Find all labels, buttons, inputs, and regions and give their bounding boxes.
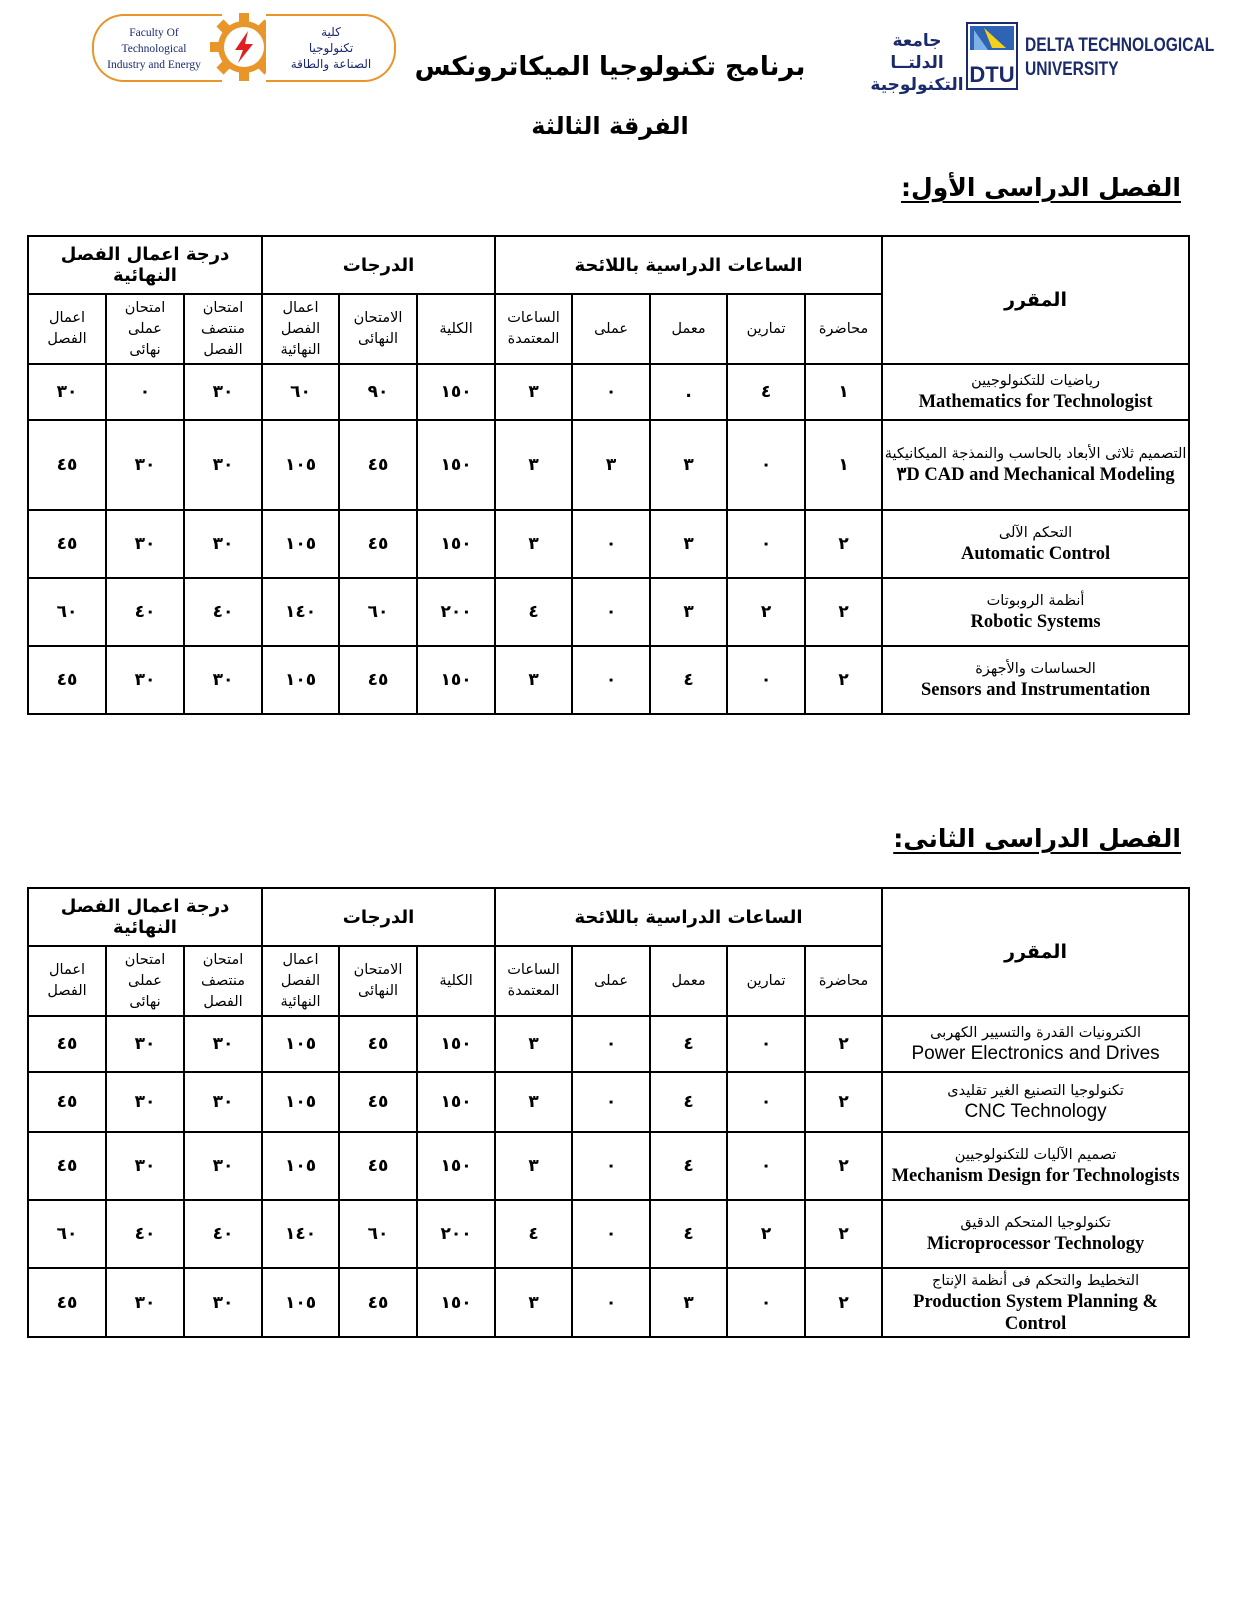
lecture-cell: ٢ <box>805 1200 882 1268</box>
course-name-cell <box>882 578 1189 646</box>
course-name-arabic: تكنولوجيا التصنيع الغير تقليدى <box>947 1083 1124 1099</box>
university-logo <box>869 22 1215 95</box>
midterm-cell: ٣٠ <box>184 646 262 714</box>
hours-group-header: الساعات الدراسية باللائحة <box>495 236 882 294</box>
lecture-cell: ٢ <box>805 1132 882 1200</box>
faculty-logo-en-line: Faculty Of <box>129 27 179 39</box>
total-cell: ١٥٠ <box>417 646 495 714</box>
course-name-cell <box>882 1132 1189 1200</box>
course-name-english: Production System Planning & Control <box>913 1291 1158 1334</box>
total-header: الكلية <box>417 946 495 1016</box>
practical-final-cell: ٣٠ <box>106 1016 184 1072</box>
course-name-english: Robotic Systems <box>970 612 1101 632</box>
lecture-cell: ٢ <box>805 578 882 646</box>
coursework-cell: ٦٠ <box>28 1200 106 1268</box>
coursework-cell: ٦٠ <box>28 578 106 646</box>
exercises-cell: ٠ <box>727 420 805 510</box>
grades-group-header: الدرجات <box>262 888 495 946</box>
final-exam-cell: ٦٠ <box>339 1200 417 1268</box>
course-name-cell <box>882 420 1189 510</box>
lab-cell: . <box>650 364 727 420</box>
midterm-cell: ٤٠ <box>184 1200 262 1268</box>
practical-final-cell: ٣٠ <box>106 1268 184 1337</box>
course-column-header: المقرر <box>882 888 1189 1016</box>
coursework-cell: ٤٥ <box>28 646 106 714</box>
practical-cell: ٠ <box>572 646 650 714</box>
table-row <box>28 1072 1189 1132</box>
practical-final-cell: ٣٠ <box>106 510 184 578</box>
midterm-cell: ٣٠ <box>184 1016 262 1072</box>
final-coursework-cell: ١٠٥ <box>262 1268 339 1337</box>
coursework-group-header: درجة اعمال الفصل النهائية <box>28 236 262 294</box>
semester-1-title: الفصل الدراسى الأول: <box>901 173 1181 202</box>
final-coursework-cell: ١٠٥ <box>262 1016 339 1072</box>
coursework-cell: ٤٥ <box>28 1132 106 1200</box>
practical-header: عملى <box>572 294 650 364</box>
course-name-arabic: الكترونيات القدرة والتسيير الكهربى <box>930 1025 1142 1041</box>
course-name-arabic: الحساسات والأجهزة <box>975 661 1096 677</box>
table-row <box>28 1268 1189 1337</box>
lab-header: معمل <box>650 946 727 1016</box>
coursework-group-header: درجة اعمال الفصل النهائية <box>28 888 262 946</box>
university-logo-ar-line: جامعة الدلتــا <box>890 31 944 73</box>
grades-group-header: الدرجات <box>262 236 495 294</box>
final-coursework-cell: ١٠٥ <box>262 420 339 510</box>
lab-cell: ٣ <box>650 420 727 510</box>
course-name-arabic: أنظمة الروبوتات <box>986 593 1085 609</box>
table-row <box>28 364 1189 420</box>
practical-header: عملى <box>572 946 650 1016</box>
faculty-logo-english-panel <box>92 14 222 82</box>
table-row <box>28 1200 1189 1268</box>
table-row <box>28 646 1189 714</box>
credit-hours-cell: ٣ <box>495 1268 572 1337</box>
faculty-logo-ar-line: الصناعة والطاقة <box>290 57 372 71</box>
lecture-cell: ٢ <box>805 646 882 714</box>
practical-cell: ٠ <box>572 364 650 420</box>
total-cell: ١٥٠ <box>417 1072 495 1132</box>
course-name-english: ٣D CAD and Mechanical Modeling <box>896 465 1175 485</box>
lab-header: معمل <box>650 294 727 364</box>
total-cell: ١٥٠ <box>417 1268 495 1337</box>
coursework-cell: ٤٥ <box>28 1268 106 1337</box>
midterm-header: امتحان منتصف الفصل <box>184 946 262 1016</box>
semester-1-table <box>27 235 1190 715</box>
course-name-cell <box>882 364 1189 420</box>
total-cell: ١٥٠ <box>417 364 495 420</box>
credit-hours-cell: ٣ <box>495 646 572 714</box>
final-exam-cell: ٦٠ <box>339 578 417 646</box>
midterm-cell: ٤٠ <box>184 578 262 646</box>
lab-cell: ٤ <box>650 1200 727 1268</box>
table-row <box>28 1132 1189 1200</box>
faculty-logo <box>92 12 396 82</box>
final-coursework-cell: ١٤٠ <box>262 1200 339 1268</box>
total-cell: ١٥٠ <box>417 420 495 510</box>
practical-final-header: امتحان عملى نهائى <box>106 294 184 364</box>
final-coursework-header: اعمال الفصل النهائية <box>262 946 339 1016</box>
final-exam-header: الامتحان النهائى <box>339 294 417 364</box>
credit-hours-cell: ٣ <box>495 510 572 578</box>
credit-hours-cell: ٣ <box>495 1016 572 1072</box>
year-title: الفرقة الثالثة <box>531 112 689 140</box>
lecture-cell: ٢ <box>805 510 882 578</box>
practical-final-cell: ٤٠ <box>106 1200 184 1268</box>
semester-2-title: الفصل الدراسى الثانى: <box>893 824 1181 853</box>
final-exam-cell: ٤٥ <box>339 1132 417 1200</box>
credit-hours-cell: ٣ <box>495 364 572 420</box>
course-name-arabic: رياضيات للتكنولوجيين <box>971 373 1101 389</box>
table-row <box>28 1016 1189 1072</box>
course-name-english: CNC Technology <box>964 1101 1107 1122</box>
course-name-arabic: التخطيط والتحكم فى أنظمة الإنتاج <box>932 1272 1140 1289</box>
final-exam-cell: ٩٠ <box>339 364 417 420</box>
dtu-emblem-icon <box>966 22 1018 90</box>
exercises-header: تمارين <box>727 294 805 364</box>
coursework-header: اعمال الفصل <box>28 294 106 364</box>
midterm-header: امتحان منتصف الفصل <box>184 294 262 364</box>
lab-cell: ٤ <box>650 1016 727 1072</box>
final-exam-cell: ٤٥ <box>339 646 417 714</box>
total-header: الكلية <box>417 294 495 364</box>
practical-final-cell: ٣٠ <box>106 420 184 510</box>
exercises-cell: ٠ <box>727 1268 805 1337</box>
course-name-arabic: تصميم الآليات للتكنولوجيين <box>954 1147 1117 1163</box>
final-coursework-cell: ١٠٥ <box>262 1132 339 1200</box>
program-title: برنامج تكنولوجيا الميكاترونكس <box>414 52 806 82</box>
university-logo-ar-line: التكنولوجية <box>870 75 964 95</box>
lab-cell: ٤ <box>650 1132 727 1200</box>
midterm-cell: ٣٠ <box>184 1072 262 1132</box>
credit-hours-cell: ٤ <box>495 1200 572 1268</box>
course-name-arabic: التحكم الآلى <box>998 525 1073 541</box>
lab-cell: ٣ <box>650 510 727 578</box>
midterm-cell: ٣٠ <box>184 1268 262 1337</box>
semester-2-table <box>27 887 1190 1338</box>
final-exam-cell: ٤٥ <box>339 420 417 510</box>
table-row <box>28 420 1189 510</box>
coursework-cell: ٤٥ <box>28 420 106 510</box>
practical-cell: ٠ <box>572 1200 650 1268</box>
course-name-english: Power Electronics and Drives <box>911 1043 1160 1064</box>
practical-final-cell: ٣٠ <box>106 1072 184 1132</box>
course-name-english: Mathematics for Technologist <box>918 392 1153 412</box>
final-coursework-cell: ١٤٠ <box>262 578 339 646</box>
final-exam-cell: ٤٥ <box>339 1072 417 1132</box>
lecture-cell: ٢ <box>805 1016 882 1072</box>
final-exam-cell: ٤٥ <box>339 510 417 578</box>
faculty-logo-en-line: Industry and Energy <box>107 59 201 71</box>
exercises-cell: ٠ <box>727 1132 805 1200</box>
lecture-cell: ١ <box>805 420 882 510</box>
coursework-cell: ٣٠ <box>28 364 106 420</box>
exercises-cell: ٠ <box>727 1072 805 1132</box>
final-exam-cell: ٤٥ <box>339 1016 417 1072</box>
total-cell: ١٥٠ <box>417 1132 495 1200</box>
practical-final-cell: ٣٠ <box>106 1132 184 1200</box>
practical-cell: ٠ <box>572 1132 650 1200</box>
credit-hours-header: الساعات المعتمدة <box>495 294 572 364</box>
total-cell: ٢٠٠ <box>417 578 495 646</box>
lecture-cell: ١ <box>805 364 882 420</box>
practical-final-header: امتحان عملى نهائى <box>106 946 184 1016</box>
practical-final-cell: ٤٠ <box>106 578 184 646</box>
total-cell: ١٥٠ <box>417 510 495 578</box>
course-name-english: Sensors and Instrumentation <box>920 680 1151 700</box>
hours-group-header: الساعات الدراسية باللائحة <box>495 888 882 946</box>
credit-hours-cell: ٤ <box>495 578 572 646</box>
course-name-english: Mechanism Design for Technologists <box>891 1166 1180 1186</box>
final-exam-cell: ٤٥ <box>339 1268 417 1337</box>
midterm-cell: ٣٠ <box>184 510 262 578</box>
course-name-english: Automatic Control <box>960 544 1111 564</box>
coursework-cell: ٤٥ <box>28 510 106 578</box>
faculty-logo-ar-line: كلية <box>321 25 341 39</box>
course-name-cell <box>882 1268 1189 1337</box>
course-name-cell <box>882 1072 1189 1132</box>
coursework-cell: ٤٥ <box>28 1016 106 1072</box>
table-row <box>28 578 1189 646</box>
lecture-cell: ٢ <box>805 1268 882 1337</box>
course-name-cell <box>882 646 1189 714</box>
course-name-cell <box>882 1200 1189 1268</box>
course-name-cell <box>882 1016 1189 1072</box>
total-cell: ١٥٠ <box>417 1016 495 1072</box>
lab-cell: ٣ <box>650 1268 727 1337</box>
credit-hours-cell: ٣ <box>495 1072 572 1132</box>
exercises-cell: ٤ <box>727 364 805 420</box>
lecture-header: محاضرة <box>805 294 882 364</box>
coursework-cell: ٤٥ <box>28 1072 106 1132</box>
credit-hours-cell: ٣ <box>495 1132 572 1200</box>
table-row <box>28 510 1189 578</box>
final-coursework-header: اعمال الفصل النهائية <box>262 294 339 364</box>
lecture-cell: ٢ <box>805 1072 882 1132</box>
practical-cell: ٠ <box>572 578 650 646</box>
exercises-cell: ٠ <box>727 510 805 578</box>
final-coursework-cell: ١٠٥ <box>262 1072 339 1132</box>
practical-final-cell: ٠ <box>106 364 184 420</box>
exercises-cell: ٢ <box>727 578 805 646</box>
final-coursework-cell: ٦٠ <box>262 364 339 420</box>
practical-cell: ٠ <box>572 1072 650 1132</box>
lab-cell: ٤ <box>650 646 727 714</box>
practical-cell: ٣ <box>572 420 650 510</box>
lab-cell: ٤ <box>650 1072 727 1132</box>
exercises-header: تمارين <box>727 946 805 1016</box>
exercises-cell: ٢ <box>727 1200 805 1268</box>
final-exam-header: الامتحان النهائى <box>339 946 417 1016</box>
course-name-arabic: تكنولوجيا المتحكم الدقيق <box>960 1215 1111 1231</box>
lab-cell: ٣ <box>650 578 727 646</box>
course-column-header: المقرر <box>882 236 1189 364</box>
university-logo-en-line: DELTA TECHNOLOGICAL <box>1025 35 1215 56</box>
practical-cell: ٠ <box>572 1016 650 1072</box>
exercises-cell: ٠ <box>727 646 805 714</box>
exercises-cell: ٠ <box>727 1016 805 1072</box>
practical-final-cell: ٣٠ <box>106 646 184 714</box>
final-coursework-cell: ١٠٥ <box>262 646 339 714</box>
credit-hours-header: الساعات المعتمدة <box>495 946 572 1016</box>
course-name-cell <box>882 510 1189 578</box>
course-name-english: Microprocessor Technology <box>926 1234 1145 1254</box>
svg-text:DTU: DTU <box>969 62 1015 87</box>
practical-cell: ٠ <box>572 1268 650 1337</box>
practical-cell: ٠ <box>572 510 650 578</box>
midterm-cell: ٣٠ <box>184 364 262 420</box>
midterm-cell: ٣٠ <box>184 1132 262 1200</box>
faculty-logo-en-line: Technological <box>121 43 187 55</box>
course-name-arabic: التصميم ثلاثى الأبعاد بالحاسب والنمذجة الميكانيكية <box>884 446 1187 462</box>
credit-hours-cell: ٣ <box>495 420 572 510</box>
faculty-logo-arabic-panel <box>266 14 396 82</box>
lecture-header: محاضرة <box>805 946 882 1016</box>
final-coursework-cell: ١٠٥ <box>262 510 339 578</box>
university-logo-en-line: UNIVERSITY <box>1025 59 1119 80</box>
midterm-cell: ٣٠ <box>184 420 262 510</box>
total-cell: ٢٠٠ <box>417 1200 495 1268</box>
coursework-header: اعمال الفصل <box>28 946 106 1016</box>
faculty-logo-ar-line: تكنولوجيا <box>308 41 354 55</box>
